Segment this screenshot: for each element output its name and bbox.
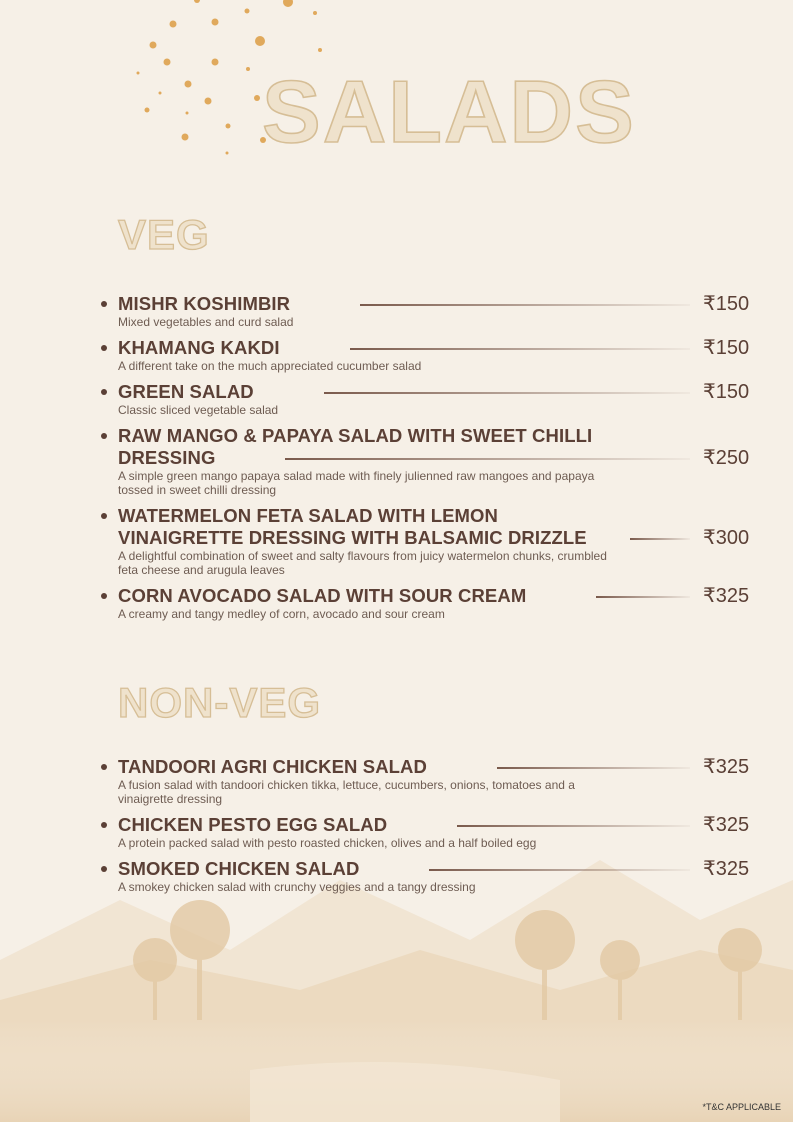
item-name: CORN AVOCADO SALAD WITH SOUR CREAM	[118, 585, 527, 606]
leader-line	[285, 458, 690, 460]
item-name: MISHR KOSHIMBIR	[118, 293, 291, 314]
item-price: ₹325	[703, 858, 750, 880]
item-price: ₹300	[703, 527, 750, 549]
leader-line	[429, 869, 690, 871]
item-price: ₹325	[703, 756, 750, 778]
item-price: ₹150	[703, 293, 750, 315]
item-description: A creamy and tangy medley of corn, avocado and sour cream	[118, 607, 445, 621]
item-name: RAW MANGO & PAPAYA SALAD WITH SWEET CHILLI DRESSING	[118, 425, 593, 468]
item-description: A different take on the much appreciated cucumber salad	[118, 359, 422, 373]
menu-item	[100, 505, 760, 577]
item-name: KHAMANG KAKDI	[118, 337, 280, 358]
item-name: CHICKEN PESTO EGG SALAD	[118, 814, 388, 835]
item-description: A delightful combination of sweet and salty flavours from juicy watermelon chunks, crumbled feta cheese and arugula leaves	[118, 549, 607, 577]
menu-item	[100, 814, 760, 850]
item-description: A simple green mango papaya salad made with finely julienned raw mangoes and papaya tossed in sweet chilli dressing	[118, 469, 595, 497]
item-price: ₹325	[703, 585, 750, 607]
terms-note: *T&C APPLICABLE	[702, 1102, 781, 1112]
item-price: ₹250	[703, 447, 750, 469]
item-description: A protein packed salad with pesto roasted chicken, olives and a half boiled egg	[118, 836, 537, 850]
menu-item	[100, 381, 760, 417]
bullet-icon	[101, 301, 107, 307]
item-name: WATERMELON FETA SALAD WITH LEMON VINAIGRETTE DRESSING WITH BALSAMIC DRIZZLE	[118, 505, 587, 548]
menu-item	[100, 337, 760, 373]
section-heading-veg: VEG	[118, 211, 210, 258]
item-name: SMOKED CHICKEN SALAD	[118, 858, 360, 879]
item-description: A smokey chicken salad with crunchy veggies and a tangy dressing	[118, 880, 476, 894]
bullet-icon	[101, 764, 107, 770]
non-veg-menu-list	[100, 756, 760, 902]
section-heading-non-veg: NON-VEG	[118, 679, 322, 726]
bullet-icon	[101, 866, 107, 872]
menu-item	[100, 585, 760, 621]
item-name: GREEN SALAD	[118, 381, 254, 402]
veg-menu-list	[100, 293, 760, 629]
leader-line	[324, 392, 690, 394]
page-title: SALADS	[262, 62, 636, 161]
bullet-icon	[101, 593, 107, 599]
menu-item	[100, 425, 760, 497]
leader-line	[596, 596, 690, 598]
bullet-icon	[101, 389, 107, 395]
bullet-icon	[101, 822, 107, 828]
menu-item	[100, 858, 760, 894]
menu-item	[100, 293, 760, 329]
item-description: A fusion salad with tandoori chicken tikka, lettuce, cucumbers, onions, tomatoes and a vinaigrette dressing	[118, 778, 575, 806]
item-price: ₹325	[703, 814, 750, 836]
leader-line	[630, 538, 690, 540]
bullet-icon	[101, 513, 107, 519]
item-price: ₹150	[703, 337, 750, 359]
leader-line	[497, 767, 690, 769]
menu-item	[100, 756, 760, 806]
leader-line	[350, 348, 690, 350]
item-price: ₹150	[703, 381, 750, 403]
item-name: TANDOORI AGRI CHICKEN SALAD	[118, 756, 427, 777]
leader-line	[360, 304, 690, 306]
item-description: Classic sliced vegetable salad	[118, 403, 279, 417]
bullet-icon	[101, 433, 107, 439]
leader-line	[457, 825, 690, 827]
bullet-icon	[101, 345, 107, 351]
item-description: Mixed vegetables and curd salad	[118, 315, 294, 329]
